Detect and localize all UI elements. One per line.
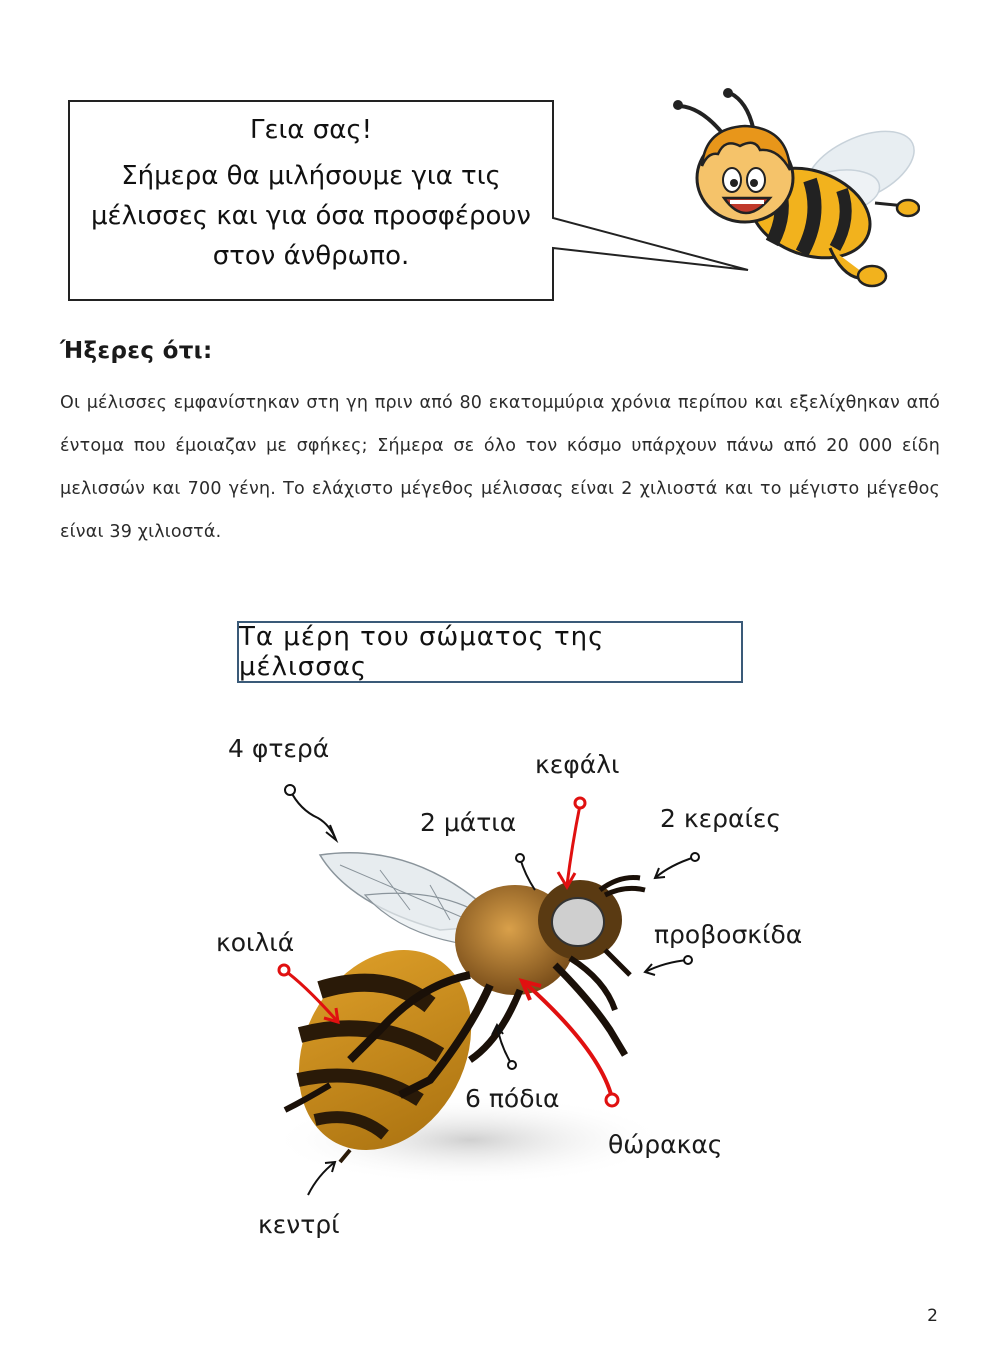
did-you-know-paragraph: Οι μέλισσες εμφανίστηκαν στη γη πριν από 80 εκατομμύρια χρόνια περίπου και εξελίχθηκαν από έντομα που έμοιαζαν με σφήκες; Σήμερα σε όλο τον κόσμο υπάρχουν πάνω από 20 000 είδη μελισσών και 700 γένη. Το ελάχιστο μέγεθος μέλισσας είναι 2 χιλιοστά και το μέγιστο μέγεθος είναι 39 χιλιοστά. xyxy=(60,393,940,542)
speech-line-3: στον άνθρωπο. xyxy=(212,241,410,271)
section-title-text: Τα μέρη του σώματος της μέλισσας xyxy=(239,622,605,682)
label-antennae: 2 κεραίες xyxy=(660,804,782,833)
label-stinger: κεντρί xyxy=(258,1210,340,1239)
label-eyes: 2 μάτια xyxy=(420,808,517,837)
page-number: 2 xyxy=(927,1306,938,1326)
speech-bubble xyxy=(68,100,554,301)
bee-diagram-drawing xyxy=(0,700,1000,1280)
label-wings: 4 φτερά xyxy=(228,734,330,763)
label-proboscis: προβοσκίδα xyxy=(654,920,803,949)
label-abdomen: κοιλιά xyxy=(216,928,295,957)
cartoon-bee-illustration xyxy=(660,88,920,303)
label-legs: 6 πόδια xyxy=(465,1084,560,1113)
label-thorax: θώρακας xyxy=(608,1130,723,1159)
section-title xyxy=(237,621,743,683)
did-you-know-title: Ήξερες ότι: xyxy=(60,338,213,364)
speech-greeting: Γεια σας! xyxy=(249,115,373,145)
speech-line-1: Σήμερα θα μιλήσουμε για τις xyxy=(121,161,501,191)
speech-text xyxy=(68,100,554,276)
label-head: κεφάλι xyxy=(535,750,620,779)
speech-line-2: μέλισσες και για όσα προσφέρουν xyxy=(91,201,531,231)
bee-anatomy-diagram xyxy=(0,700,1000,1280)
